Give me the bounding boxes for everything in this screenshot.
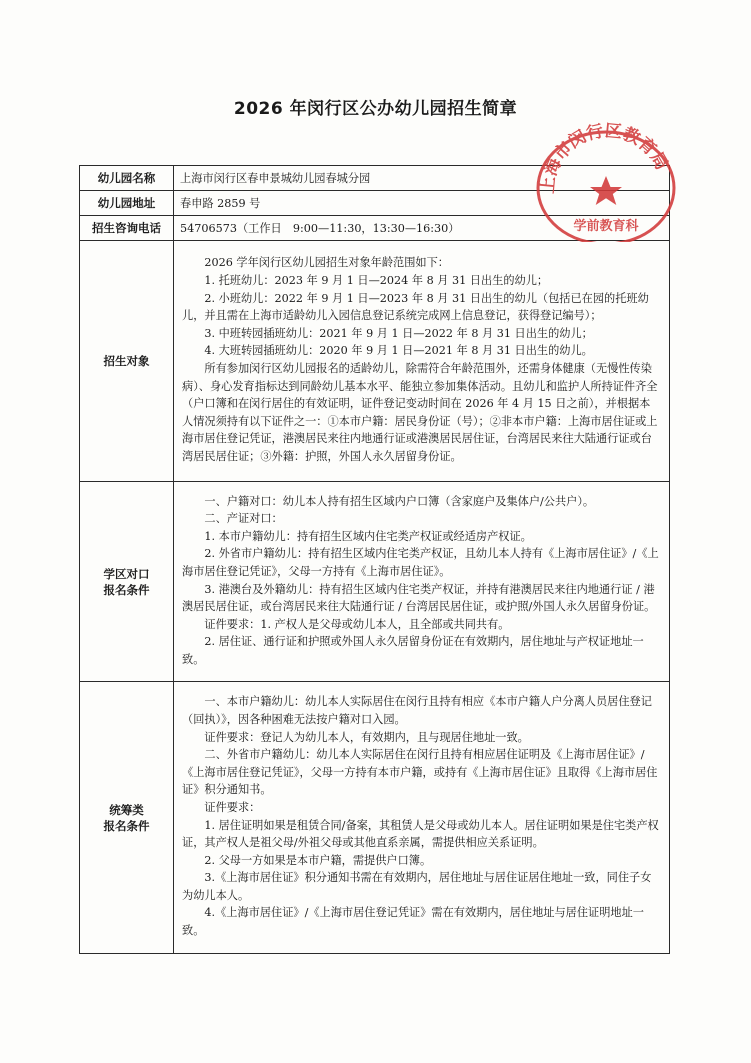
label-district-conditions xyxy=(80,482,174,682)
label-kindergarten-name: 幼儿园名称 xyxy=(80,166,174,191)
seal-dept: 学前教育科 xyxy=(573,219,639,234)
label-line: 学区对口 xyxy=(103,566,150,581)
row-overall-conditions xyxy=(80,682,670,954)
star-icon xyxy=(590,176,622,205)
overall-line: 4.《上海市居住证》/《上海市居住登记凭证》需在有效期内，居住地址与居住证明地址一致。 xyxy=(182,906,644,938)
label-overall-conditions xyxy=(80,682,174,954)
label-enrollment-target: 招生对象 xyxy=(80,241,174,482)
target-line: 3. 中班转园插班幼儿：2021 年 9 月 1 日—2022 年 8 月 31 日出生的幼儿； xyxy=(204,326,593,340)
value-kindergarten-name: 上海市闵行区春申景城幼儿园春城分园 xyxy=(174,166,670,191)
district-line: 1. 本市户籍幼儿：持有招生区域内住宅类产权证或经适房产权证。 xyxy=(204,529,532,543)
overall-line: 1. 居住证明如果是租赁合同/备案，其租赁人是父母或幼儿本人。居住证明如果是住宅类产权证，其产权人是祖父母/外祖父母或其他直系亲属，需提供相应关系证明。 xyxy=(182,818,659,850)
seal-text: 上海市闵行区教育局 xyxy=(537,121,672,195)
label-line: 报名条件 xyxy=(103,582,150,597)
label-consult-phone: 招生咨询电话 xyxy=(80,216,174,241)
target-line: 2. 小班幼儿：2022 年 9 月 1 日—2023 年 8 月 31 日出生的幼儿（包括已在园的托班幼儿，并且需在上海市适龄幼儿入园信息登记系统完成网上信息登记，获得登记编号）； xyxy=(182,291,649,323)
official-seal xyxy=(528,120,684,242)
content-enrollment-target xyxy=(174,241,670,482)
label-line: 统筹类 xyxy=(109,802,144,817)
district-line: 2. 居住证、通行证和护照或外国人永久居留身份证在有效期内，居住地址与产权证地址一致。 xyxy=(182,635,644,666)
target-line: 2026 学年闵行区幼儿园招生对象年龄范围如下： xyxy=(204,256,449,270)
label-line: 报名条件 xyxy=(103,818,150,833)
overall-line: 二、外省市户籍幼儿：幼儿本人实际居住在闵行且持有相应居住证明及《上海市居住证》/《上海市居住登记凭证》，父母一方持有本市户籍，或持有《上海市居住证》且取得《上海市居住证》积分通知书。 xyxy=(182,748,658,797)
value-consult-phone: 54706573（工作日 9:00—11:30，13:30—16:30） xyxy=(174,216,670,241)
admission-table xyxy=(79,165,670,954)
target-line: 1. 托班幼儿：2023 年 9 月 1 日—2024 年 8 月 31 日出生的幼儿； xyxy=(204,274,549,288)
target-line: 4. 大班转园插班幼儿：2020 年 9 月 1 日—2021 年 8 月 31 日出生的幼儿。 xyxy=(204,344,593,358)
district-line: 3. 港澳台及外籍幼儿：持有招生区域内住宅类产权证，并持有港澳居民来往内地通行证 / 港澳居民居住证，或台湾居民来往大陆通行证 / 台湾居民居住证，或护照/外国人永久居留身份证。 xyxy=(182,582,656,614)
district-line: 二、产证对口： xyxy=(204,512,283,526)
overall-line: 一、本市户籍幼儿：幼儿本人实际居住在闵行且持有相应《本市户籍人户分离人员居住登记（回执）》，因各种困难无法按户籍对口入园。 xyxy=(182,695,652,726)
overall-line: 3.《上海市居住证》积分通知书需在有效期内，居住地址与居住证居住地址一致，同住子女为幼儿本人。 xyxy=(182,871,652,902)
document-title: 2026 年闵行区公办幼儿园招生简章 xyxy=(233,99,518,119)
content-district-conditions xyxy=(174,482,670,682)
label-kindergarten-address: 幼儿园地址 xyxy=(80,191,174,216)
overall-line: 证件要求：登记人为幼儿本人，有效期内，且与现居住地址一致。 xyxy=(204,730,529,744)
row-enrollment-target xyxy=(80,241,670,482)
overall-line: 2. 父母一方如果是本市户籍，需提供户口簿。 xyxy=(204,853,432,867)
district-line: 2. 外省市户籍幼儿：持有招生区域内住宅类产权证，且幼儿本人持有《上海市居住证》/《上海市居住登记凭证》，父母一方持有《上海市居住证》。 xyxy=(182,547,659,578)
district-line: 证件要求：1. 产权人是父母或幼儿本人，且全部或共同共有。 xyxy=(204,617,510,631)
row-district-conditions xyxy=(80,482,670,682)
value-kindergarten-address: 春申路 2859 号 xyxy=(174,191,670,216)
target-line: 所有参加闵行区幼儿园报名的适龄幼儿，除需符合年龄范围外，还需身体健康（无慢性传染病）、身心发育指标达到同龄幼儿基本水平、能独立参加集体活动。且幼儿和监护人所持证件齐全（户口簿和在闵行居住的有效证明，证件登记变动时间在 2026 年 4 月 15 日之前），并根据本人情况须持有以下证件之一：①本市户籍：居民身份证（号）；②非本市户籍：上海市居住证或上海市居住登记凭证，港澳居民来往内地通行证或港澳居民居住证，台湾居民来往大陆通行证或台湾居民居住证；③外籍：护照，外国人永久居留身份证。 xyxy=(182,362,658,463)
district-line: 一、户籍对口：幼儿本人持有招生区域内户口簿（含家庭户及集体户/公共户）。 xyxy=(204,494,595,508)
overall-line: 证件要求： xyxy=(204,800,261,814)
content-overall-conditions xyxy=(174,682,670,954)
